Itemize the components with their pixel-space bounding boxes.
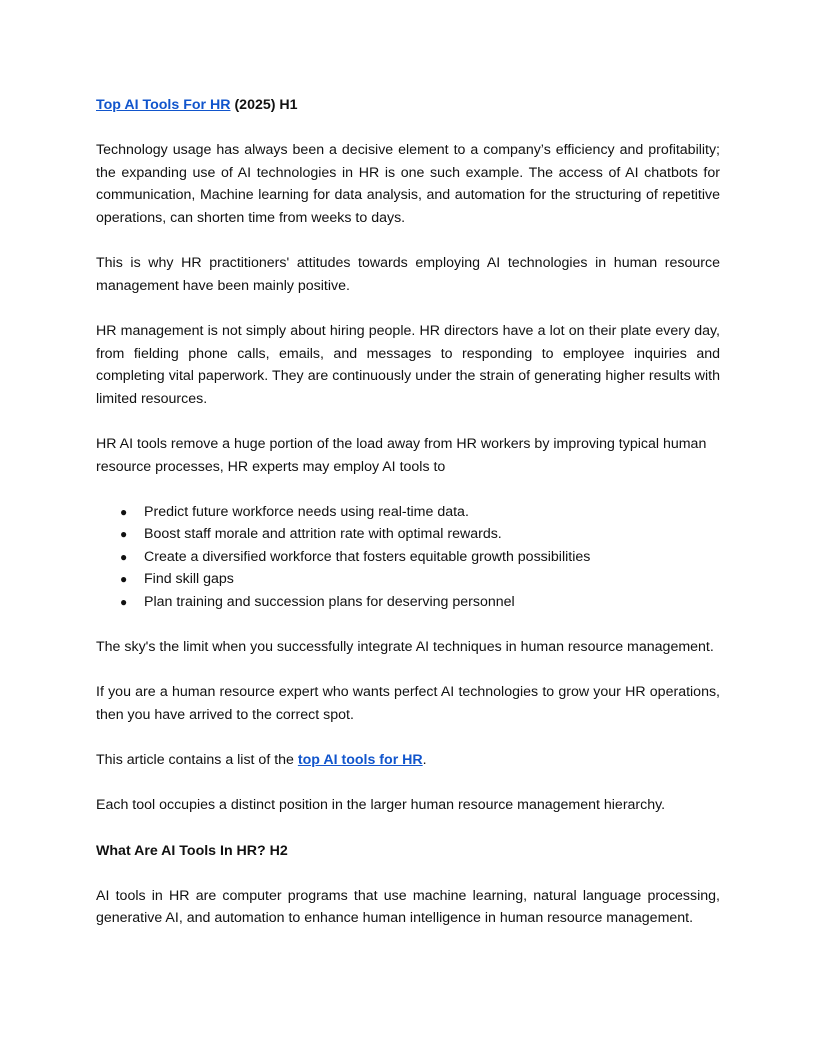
list-item bbox=[96, 568, 720, 591]
paragraph-intro: Technology usage has always been a decisive element to a company’s efficiency and profitability; the expanding use of AI technologies in HR is one such example. The access of AI chatbots for communication, Machine learning for data analysis, and automation for the structuring of repetitive operations, can shorten time from weeks to days. bbox=[96, 142, 720, 226]
list-item bbox=[96, 523, 720, 546]
paragraph-article-list bbox=[96, 749, 720, 772]
bullet-icon: ● bbox=[120, 549, 128, 564]
bullet-icon: ● bbox=[120, 595, 128, 610]
list-item bbox=[96, 591, 720, 614]
bullet-icon: ● bbox=[120, 572, 128, 587]
paragraph-hierarchy: Each tool occupies a distinct position in the larger human resource management hierarchy. bbox=[96, 797, 666, 814]
list-item-text: Create a diversified workforce that fosters equitable growth possibilities bbox=[144, 548, 591, 565]
paragraph-sky-limit: The sky's the limit when you successfully integrate AI techniques in human resource management. bbox=[96, 639, 714, 656]
page-title bbox=[96, 94, 720, 117]
paragraph-ai-tools: HR AI tools remove a huge portion of the load away from HR workers by improving typical human resource processes, HR experts may employ AI tools to bbox=[96, 435, 707, 475]
paragraph-management: HR management is not simply about hiring people. HR directors have a lot on their plate every day, from fielding phone calls, emails, and messages to responding to employee inquiries and completing vital paperwork. They are continuously under the strain of generating higher results with limited resources. bbox=[96, 322, 720, 407]
list-item bbox=[96, 546, 720, 569]
bullet-icon: ● bbox=[120, 527, 128, 542]
bullet-list bbox=[96, 501, 720, 614]
article-line-prefix: This article contains a list of the bbox=[96, 752, 298, 769]
document-page bbox=[96, 94, 720, 953]
title-link[interactable]: Top AI Tools For HR bbox=[96, 97, 231, 113]
bullet-icon: ● bbox=[120, 504, 128, 519]
paragraph-definition: AI tools in HR are computer programs that use machine learning, natural language processing, generative AI, and automation to enhance human intelligence in human resource management. bbox=[96, 887, 720, 927]
title-suffix: (2025) H1 bbox=[234, 97, 298, 113]
list-item-text: Boost staff morale and attrition rate with optimal rewards. bbox=[144, 526, 502, 543]
article-line-suffix: . bbox=[422, 752, 427, 769]
paragraph-correct-spot: If you are a human resource expert who wants perfect AI technologies to grow your HR operations, then you have arrived to the correct spot. bbox=[96, 684, 720, 724]
paragraph-attitudes: This is why HR practitioners' attitudes towards employing AI technologies in human resource management have been mainly positive. bbox=[96, 255, 720, 294]
list-item-text: Predict future workforce needs using real-time data. bbox=[144, 503, 469, 520]
list-item-text: Plan training and succession plans for deserving personnel bbox=[144, 594, 515, 611]
list-item bbox=[96, 501, 720, 524]
section-heading: What Are AI Tools In HR? H2 bbox=[96, 842, 288, 859]
list-item-text: Find skill gaps bbox=[144, 571, 234, 588]
top-ai-tools-link[interactable]: top AI tools for HR bbox=[297, 752, 423, 769]
